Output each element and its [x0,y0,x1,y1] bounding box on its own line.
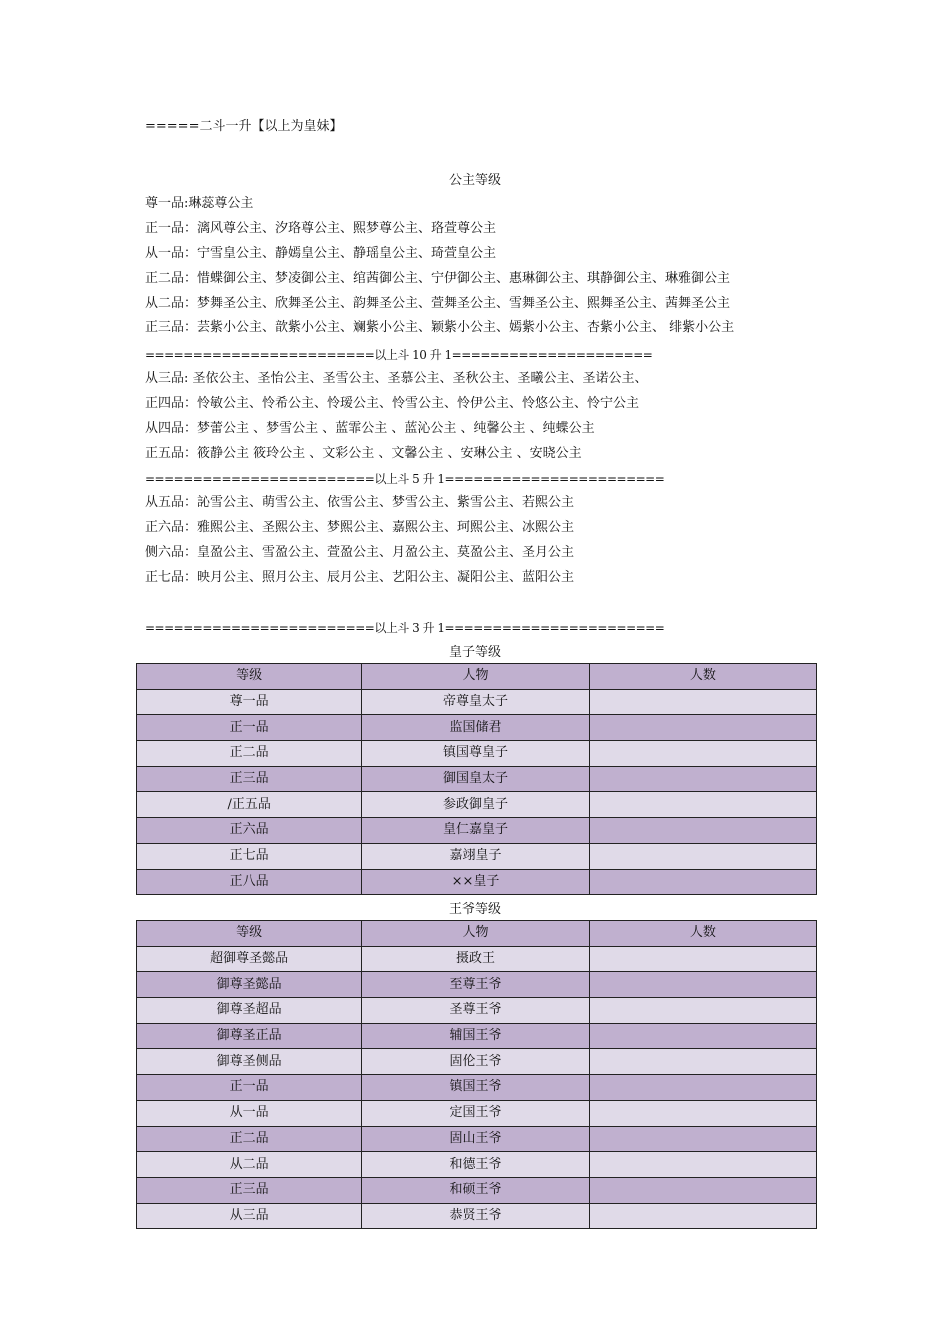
table-row [137,1023,817,1049]
table-cell: 监国储君 [362,715,589,741]
table-row [137,1126,817,1152]
princess-title: 公主等级 [448,173,501,188]
rank-line: 尊一品:琳蕊尊公主 [145,196,254,211]
table-header-cell: 等级 [137,921,362,947]
table-cell: 恭贤王爷 [362,1203,589,1229]
table-header-row [137,921,817,947]
table-cell [589,1152,816,1178]
separator-line: ========================以上斗 3 升 1======================= [145,621,665,635]
table-header-cell: 人物 [362,664,589,690]
rank-line: 正三品：芸紫小公主、歆紫小公主、斓紫小公主、颖紫小公主、嫣紫小公主、杏紫小公主、 绯紫小公主 [145,320,735,336]
table-cell: 正三品 [137,1177,362,1203]
table-cell: 正二品 [137,741,362,767]
table-cell: 御尊圣侧品 [137,1049,362,1075]
table-cell: 超御尊圣懿品 [137,946,362,972]
table-cell [589,1203,816,1229]
table-row [137,998,817,1024]
prince-grade-table [136,663,817,895]
table-cell: 参政御皇子 [362,792,589,818]
table-cell: 摄政王 [362,946,589,972]
table-cell: 正七品 [137,843,362,869]
table-header-cell: 人物 [362,921,589,947]
table-cell: 从二品 [137,1152,362,1178]
table-cell: 固山王爷 [362,1126,589,1152]
table-row [137,1049,817,1075]
table-cell: 嘉翊皇子 [362,843,589,869]
table-cell [589,818,816,844]
table-cell: 正三品 [137,766,362,792]
rank-line: 正七品：映月公主、照月公主、辰月公主、艺阳公主、凝阳公主、蓝阳公主 [145,569,575,585]
rank-line: 正一品：漓风尊公主、汐珞尊公主、熙梦尊公主、珞萱尊公主 [145,220,497,236]
table-row [137,689,817,715]
table-cell: 御尊圣懿品 [137,972,362,998]
table-row [137,843,817,869]
table-header-cell: 等级 [137,664,362,690]
table-cell [589,946,816,972]
table-cell: 镇国尊皇子 [362,741,589,767]
table-cell: 正一品 [137,1075,362,1101]
table-cell [589,1177,816,1203]
table-cell: 定国王爷 [362,1100,589,1126]
table-cell [589,741,816,767]
table-row [137,869,817,895]
table-row [137,741,817,767]
table-cell [589,869,816,895]
table-cell: 至尊王爷 [362,972,589,998]
table-cell [589,1126,816,1152]
table-cell: 和硕王爷 [362,1177,589,1203]
lord-table-title: 王爷等级 [448,902,501,917]
table-cell [589,1049,816,1075]
rank-line: 从一品：宁雪皇公主、静嫣皇公主、静瑶皇公主、琦萱皇公主 [145,245,497,261]
table-cell [589,1075,816,1101]
table-cell: 御国皇太子 [362,766,589,792]
separator-line: ========================以上斗 5 升 1======================= [145,472,665,486]
table-cell: 辅国王爷 [362,1023,589,1049]
rank-line: 从四品：梦蕾公主 、梦雪公主 、蓝霏公主 、蓝沁公主 、纯馨公主 、纯蝶公主 [145,420,595,436]
table-row [137,1100,817,1126]
table-cell: 尊一品 [137,689,362,715]
table-header-cell: 人数 [589,664,816,690]
table-cell [589,843,816,869]
table-cell: 和德王爷 [362,1152,589,1178]
princess-ranks-b [145,370,845,470]
rank-line: 从三品: 圣依公主、圣怡公主、圣雪公主、圣慕公主、圣秋公主、圣曦公主、圣诺公主、 [145,371,648,386]
lord-grade-table [136,920,817,1229]
table-cell: /正五品 [137,792,362,818]
rank-line: 从二品：梦舞圣公主、欣舞圣公主、韵舞圣公主、萱舞圣公主、雪舞圣公主、熙舞圣公主、茜舞圣公主 [145,295,731,311]
table-row [137,972,817,998]
table-cell [589,972,816,998]
rank-line: 正六品：雅熙公主、圣熙公主、梦熙公主、嘉熙公主、珂熙公主、冰熙公主 [145,519,575,535]
table-cell [589,689,816,715]
table-row [137,715,817,741]
table-cell [589,792,816,818]
table-cell: 镇国王爷 [362,1075,589,1101]
table-cell: ××皇子 [362,869,589,895]
table-row [137,792,817,818]
table-cell: 圣尊王爷 [362,998,589,1024]
table-cell [589,1023,816,1049]
table-row [137,1152,817,1178]
table-cell [589,766,816,792]
table-row [137,818,817,844]
rank-line: 侧六品：皇盈公主、雪盈公主、萱盈公主、月盈公主、莫盈公主、圣月公主 [145,544,575,560]
table-cell: 从三品 [137,1203,362,1229]
table-cell: 御尊圣正品 [137,1023,362,1049]
separator-line: ========================以上斗 10 升 1===================== [145,348,653,362]
princess-ranks-c [145,494,845,594]
header-line: =====二斗一升【以上为皇妹】 [145,119,343,134]
table-cell: 正一品 [137,715,362,741]
table-cell: 固伦王爷 [362,1049,589,1075]
table-row [137,766,817,792]
table-header-cell: 人数 [589,921,816,947]
princess-ranks-a [145,195,845,344]
rank-line: 正二品：惜蝶御公主、梦凌御公主、绾茜御公主、宁伊御公主、惠琳御公主、琪静御公主、琳雅御公主 [145,270,731,286]
table-header-row [137,664,817,690]
table-cell [589,1100,816,1126]
table-row [137,946,817,972]
rank-line: 正五品：筱静公主 筱玲公主 、文彩公主 、文馨公主 、安琳公主 、安晓公主 [145,445,582,461]
table-cell: 正六品 [137,818,362,844]
table-cell: 从一品 [137,1100,362,1126]
table-cell: 正八品 [137,869,362,895]
table-cell: 正二品 [137,1126,362,1152]
table-row [137,1177,817,1203]
table-cell: 皇仁嘉皇子 [362,818,589,844]
table-cell: 御尊圣超品 [137,998,362,1024]
table-cell [589,998,816,1024]
table-cell: 帝尊皇太子 [362,689,589,715]
rank-line: 正四品：怜敏公主、怜希公主、怜瑷公主、怜雪公主、怜伊公主、怜悠公主、怜宁公主 [145,395,640,411]
prince-table-title: 皇子等级 [448,645,501,660]
rank-line: 从五品：訫雪公主、萌雪公主、依雪公主、梦雪公主、紫雪公主、若熙公主 [145,495,575,510]
table-row [137,1075,817,1101]
table-cell [589,715,816,741]
table-row [137,1203,817,1229]
